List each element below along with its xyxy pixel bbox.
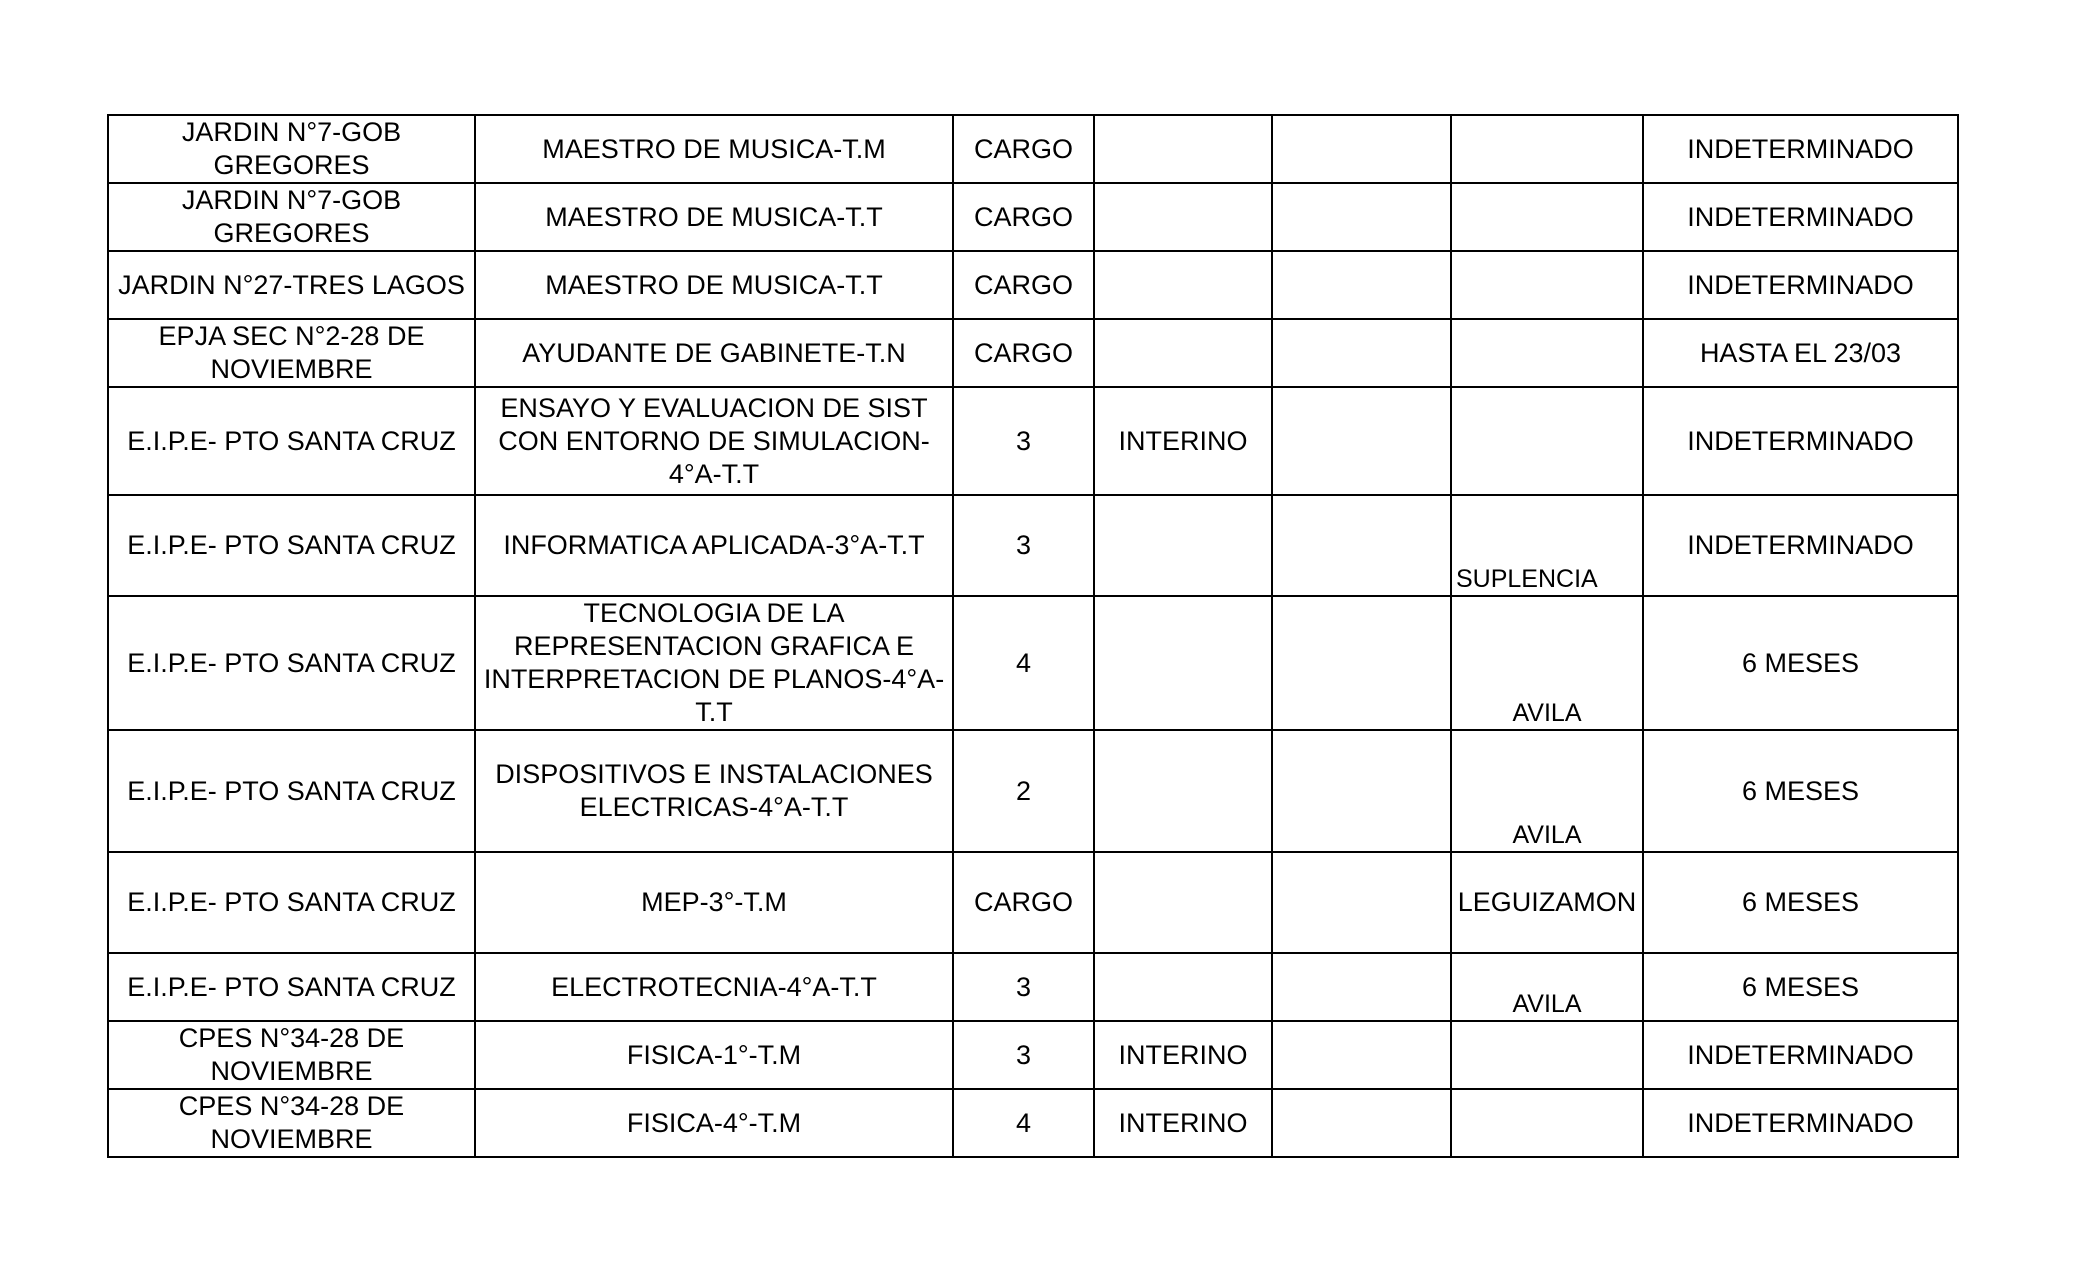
table-row	[108, 852, 1958, 953]
status-cell	[1094, 730, 1272, 852]
duration-cell: 6 MESES	[1643, 953, 1958, 1021]
duration-cell: INDETERMINADO	[1643, 1021, 1958, 1089]
hours-cell: CARGO	[953, 319, 1094, 387]
table-row	[108, 1021, 1958, 1089]
table-row	[108, 183, 1958, 251]
empty-cell	[1272, 953, 1451, 1021]
status-cell	[1094, 495, 1272, 596]
hours-cell: 4	[953, 596, 1094, 730]
school-cell: E.I.P.E- PTO SANTA CRUZ	[108, 387, 475, 495]
status-cell	[1094, 251, 1272, 319]
table-row	[108, 319, 1958, 387]
school-cell: EPJA SEC N°2-28 DE NOVIEMBRE	[108, 319, 475, 387]
subject-cell: TECNOLOGIA DE LA REPRESENTACION GRAFICA E INTERPRETACION DE PLANOS-4°A-T.T	[475, 596, 953, 730]
school-cell: JARDIN N°7-GOB GREGORES	[108, 183, 475, 251]
duration-cell: 6 MESES	[1643, 596, 1958, 730]
empty-cell	[1272, 1021, 1451, 1089]
school-cell: CPES N°34-28 DE NOVIEMBRE	[108, 1021, 475, 1089]
duration-cell: INDETERMINADO	[1643, 1089, 1958, 1157]
status-cell: INTERINO	[1094, 1021, 1272, 1089]
subject-cell: MAESTRO DE MUSICA-T.M	[475, 115, 953, 183]
school-cell: E.I.P.E- PTO SANTA CRUZ	[108, 596, 475, 730]
subject-cell: INFORMATICA APLICADA-3°A-T.T	[475, 495, 953, 596]
hours-cell: CARGO	[953, 183, 1094, 251]
status-cell	[1094, 953, 1272, 1021]
table-row	[108, 495, 1958, 596]
table-row	[108, 251, 1958, 319]
empty-cell	[1272, 319, 1451, 387]
teacher-cell	[1451, 183, 1643, 251]
table-row	[108, 730, 1958, 852]
school-cell: JARDIN N°7-GOB GREGORES	[108, 115, 475, 183]
table-row	[108, 953, 1958, 1021]
hours-cell: CARGO	[953, 251, 1094, 319]
teacher-cell	[1451, 495, 1643, 596]
table-row	[108, 387, 1958, 495]
duration-cell: INDETERMINADO	[1643, 251, 1958, 319]
status-cell	[1094, 319, 1272, 387]
empty-cell	[1272, 115, 1451, 183]
school-cell: JARDIN N°27-TRES LAGOS	[108, 251, 475, 319]
empty-cell	[1272, 183, 1451, 251]
hours-cell: 4	[953, 1089, 1094, 1157]
school-cell: CPES N°34-28 DE NOVIEMBRE	[108, 1089, 475, 1157]
hours-cell: CARGO	[953, 115, 1094, 183]
empty-cell	[1272, 730, 1451, 852]
teacher-name: SUPLENCIA	[1456, 565, 1598, 593]
empty-cell	[1272, 251, 1451, 319]
status-cell	[1094, 183, 1272, 251]
teacher-cell	[1451, 115, 1643, 183]
subject-cell: DISPOSITIVOS E INSTALACIONES ELECTRICAS-4°A-T.T	[475, 730, 953, 852]
school-cell: E.I.P.E- PTO SANTA CRUZ	[108, 730, 475, 852]
table-row	[108, 1089, 1958, 1157]
teacher-cell	[1451, 319, 1643, 387]
subject-cell: FISICA-1°-T.M	[475, 1021, 953, 1089]
vacancies-table	[107, 114, 1959, 1158]
teacher-cell	[1451, 596, 1643, 730]
empty-cell	[1272, 596, 1451, 730]
school-cell: E.I.P.E- PTO SANTA CRUZ	[108, 953, 475, 1021]
status-cell: INTERINO	[1094, 1089, 1272, 1157]
duration-cell: INDETERMINADO	[1643, 183, 1958, 251]
teacher-name: AVILA	[1512, 699, 1582, 727]
subject-cell: MAESTRO DE MUSICA-T.T	[475, 251, 953, 319]
duration-cell: INDETERMINADO	[1643, 387, 1958, 495]
teacher-name: AVILA	[1512, 821, 1582, 849]
status-cell	[1094, 115, 1272, 183]
subject-cell: MEP-3°-T.M	[475, 852, 953, 953]
status-cell	[1094, 852, 1272, 953]
empty-cell	[1272, 852, 1451, 953]
teacher-cell	[1451, 251, 1643, 319]
subject-cell: MAESTRO DE MUSICA-T.T	[475, 183, 953, 251]
teacher-cell	[1451, 953, 1643, 1021]
status-cell	[1094, 596, 1272, 730]
table-row	[108, 596, 1958, 730]
hours-cell: 2	[953, 730, 1094, 852]
hours-cell: 3	[953, 495, 1094, 596]
subject-cell: FISICA-4°-T.M	[475, 1089, 953, 1157]
teacher-name: AVILA	[1512, 990, 1582, 1018]
teacher-cell: LEGUIZAMON	[1451, 852, 1643, 953]
teacher-cell	[1451, 1089, 1643, 1157]
school-cell: E.I.P.E- PTO SANTA CRUZ	[108, 852, 475, 953]
subject-cell: AYUDANTE DE GABINETE-T.N	[475, 319, 953, 387]
duration-cell: INDETERMINADO	[1643, 495, 1958, 596]
empty-cell	[1272, 387, 1451, 495]
subject-cell: ELECTROTECNIA-4°A-T.T	[475, 953, 953, 1021]
empty-cell	[1272, 1089, 1451, 1157]
hours-cell: CARGO	[953, 852, 1094, 953]
duration-cell: 6 MESES	[1643, 730, 1958, 852]
table-row	[108, 115, 1958, 183]
status-cell: INTERINO	[1094, 387, 1272, 495]
duration-cell: INDETERMINADO	[1643, 115, 1958, 183]
empty-cell	[1272, 495, 1451, 596]
hours-cell: 3	[953, 953, 1094, 1021]
hours-cell: 3	[953, 387, 1094, 495]
teacher-cell	[1451, 730, 1643, 852]
teacher-cell	[1451, 387, 1643, 495]
school-cell: E.I.P.E- PTO SANTA CRUZ	[108, 495, 475, 596]
duration-cell: 6 MESES	[1643, 852, 1958, 953]
duration-cell: HASTA EL 23/03	[1643, 319, 1958, 387]
hours-cell: 3	[953, 1021, 1094, 1089]
teacher-cell	[1451, 1021, 1643, 1089]
subject-cell: ENSAYO Y EVALUACION DE SIST CON ENTORNO DE SIMULACION-4°A-T.T	[475, 387, 953, 495]
